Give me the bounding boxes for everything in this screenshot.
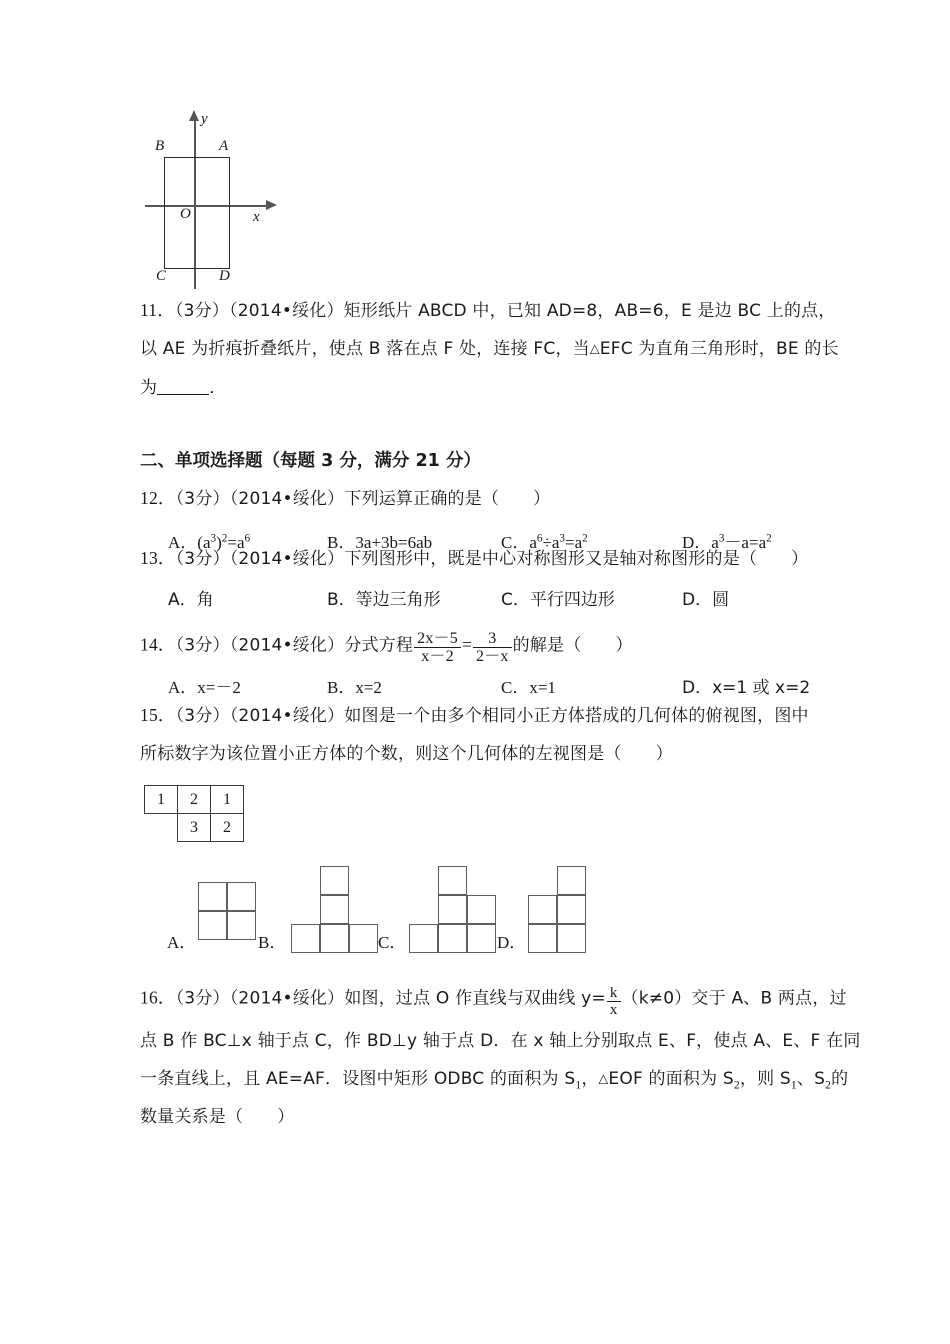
shape-cell xyxy=(291,924,320,953)
figure-rectangle-on-axes xyxy=(140,105,300,295)
question-16-stem-line1b: （k≠0）交于 A、B 两点，过 xyxy=(621,988,847,1009)
question-12-option-d-text: $a^3-a=a^2$ xyxy=(711,532,772,552)
question-12-stem xyxy=(140,490,550,508)
question-16-stem-line2: 点 B 作 BC⊥x 轴于点 C，作 BD⊥y 轴于点 D．在 x 轴上分别取点 E、F，使点 A、E、F 在同 xyxy=(140,1031,861,1051)
question-15-line-1 xyxy=(140,707,809,725)
question-14-option-a-label: A． xyxy=(168,678,198,697)
y-axis-arrow xyxy=(189,110,199,121)
question-14-option-c-text: x=1 xyxy=(529,678,556,697)
equals-sign: = xyxy=(461,634,473,655)
question-15-option-c-shape[interactable] xyxy=(409,866,500,957)
grid-cell-r0c0: 1 xyxy=(145,786,178,814)
question-14-stem-close: ） xyxy=(615,635,633,656)
fraction-left xyxy=(414,630,461,666)
question-16-source: （2014•绥化） xyxy=(229,988,345,1009)
x-axis-label: x xyxy=(253,209,260,225)
shape-cell xyxy=(198,882,227,911)
table-row xyxy=(145,786,244,814)
subscript-s2-repeat: 2 xyxy=(825,1079,832,1092)
top-view-grid xyxy=(144,785,244,842)
fraction-right-denominator: 2－x xyxy=(476,648,509,666)
subscript-s2: 2 xyxy=(733,1079,740,1092)
shape-cell xyxy=(557,866,586,895)
question-16-line-4 xyxy=(140,1108,294,1126)
subscript-s1: 1 xyxy=(575,1079,582,1092)
vertex-label-d: D xyxy=(219,268,230,284)
section-two-heading: 二、单项选择题（每题 3 分，满分 21 分） xyxy=(140,451,481,471)
shape-cell xyxy=(320,895,349,924)
question-14-option-a[interactable] xyxy=(168,673,241,698)
grid-cell-r0c2: 1 xyxy=(211,786,244,814)
question-11-line-1 xyxy=(140,302,836,320)
question-12-option-a-text: $(a^3)^2=a^6$ xyxy=(197,532,251,552)
question-12-stem-text: 下列运算正确的是（ xyxy=(344,489,500,509)
fraction-left-numerator: 2x－5 xyxy=(417,630,458,647)
shape-cell xyxy=(320,866,349,895)
subscript-s1-repeat: 1 xyxy=(790,1079,797,1092)
question-13-option-d[interactable] xyxy=(682,585,729,610)
question-11-period: ． xyxy=(209,378,227,398)
question-13-option-c-text: 平行四边形 xyxy=(529,590,615,610)
fraction-denominator: x xyxy=(609,1002,618,1019)
fraction-left-denominator: x－2 xyxy=(421,648,454,666)
question-12-option-c-label: C． xyxy=(501,533,530,552)
question-15-points: （3分） xyxy=(175,706,230,726)
question-15-stem-line1: 如图是一个由多个相同小正方体搭成的几何体的俯视图，图中 xyxy=(344,706,809,726)
question-11-number: 11． xyxy=(140,300,175,320)
question-16-stem-line3e: 、S xyxy=(796,1069,826,1089)
question-16-points: （3分） xyxy=(175,988,230,1009)
question-11-points: （3分） xyxy=(174,301,230,321)
question-16-stem-line4: 数量关系是（ xyxy=(140,1107,244,1127)
x-axis-arrow xyxy=(266,200,277,210)
grid-cell-r1c0-empty xyxy=(145,814,178,842)
question-15-number: 15． xyxy=(140,705,176,725)
question-16-stem-close: ） xyxy=(277,1107,295,1127)
question-16-stem-line3b: ， xyxy=(581,1069,599,1089)
y-axis-label: y xyxy=(201,111,208,127)
question-13-option-b-label: B． xyxy=(327,590,356,610)
question-14-stem xyxy=(140,630,633,666)
question-11-stem-line2b: EFC 为直角三角形时，BE 的长 xyxy=(599,339,839,359)
vertex-label-a: A xyxy=(219,138,229,154)
question-12-source: （2014•绥化） xyxy=(229,489,345,509)
question-13-option-d-text: 圆 xyxy=(712,590,730,610)
table-row xyxy=(145,814,244,842)
question-13-points: （3分） xyxy=(175,549,230,569)
shape-cell xyxy=(438,866,467,895)
question-11-line-2 xyxy=(140,340,839,358)
shape-cell xyxy=(438,895,467,924)
question-16-stem-line3c: EOF 的面积为 S xyxy=(608,1069,734,1089)
shape-cell xyxy=(227,911,256,940)
question-15-source: （2014•绥化） xyxy=(229,706,345,726)
question-16-line-1 xyxy=(140,985,847,1018)
question-14-number: 14． xyxy=(140,634,176,655)
shape-cell xyxy=(227,882,256,911)
question-14-option-c-label: C． xyxy=(501,678,530,697)
question-13-stem xyxy=(140,550,808,568)
question-14-points: （3分） xyxy=(175,635,230,656)
question-13-option-a-text: 角 xyxy=(196,590,214,610)
question-15-option-d-shape[interactable] xyxy=(528,866,590,957)
question-14-option-c[interactable] xyxy=(501,673,556,698)
question-11-stem-line2a: 以 AE 为折痕折叠纸片，使点 B 落在点 F 处，连接 FC，当 xyxy=(140,339,590,359)
shape-cell xyxy=(528,924,557,953)
question-13-option-b-text: 等边三角形 xyxy=(355,590,441,610)
question-16-line-3 xyxy=(140,1069,849,1092)
origin-label: O xyxy=(180,206,191,222)
rectangle-abcd xyxy=(164,157,230,269)
shape-cell xyxy=(198,911,227,940)
question-15-option-b-shape[interactable] xyxy=(291,866,382,957)
question-14-option-b-text: x=2 xyxy=(355,678,382,697)
question-14-source: （2014•绥化） xyxy=(229,635,345,656)
question-11-stem-line3: 为 xyxy=(140,378,158,398)
fraction-right-numerator: 3 xyxy=(488,630,497,647)
question-12-points: （3分） xyxy=(175,489,230,509)
question-14-option-d-text: x=1 或 x=2 xyxy=(712,678,811,698)
shape-cell xyxy=(528,895,557,924)
shape-cell xyxy=(438,924,467,953)
shape-cell xyxy=(320,924,349,953)
question-15-option-d-label: D． xyxy=(497,933,527,952)
question-15-option-c-label: C． xyxy=(378,933,407,952)
question-13-source: （2014•绥化） xyxy=(229,549,345,569)
question-15-stem-close: ） xyxy=(655,744,673,764)
fraction-numerator: k xyxy=(609,985,618,1001)
question-13-option-b[interactable] xyxy=(327,585,441,610)
shape-cell xyxy=(557,895,586,924)
question-14-option-b-label: B． xyxy=(327,678,356,697)
question-13-stem-text: 下列图形中，既是中心对称图形又是轴对称图形的是（ xyxy=(344,549,758,569)
grid-cell-r0c1: 2 xyxy=(178,786,211,814)
question-11-stem-line1: 矩形纸片 ABCD 中，已知 AD=8，AB=6，E 是边 BC 上的点， xyxy=(343,301,836,321)
question-13-number: 13． xyxy=(140,548,176,568)
question-15-option-b-label: B． xyxy=(258,933,287,952)
shape-cell xyxy=(467,924,496,953)
question-15-option-a-label: A． xyxy=(167,933,197,952)
question-12-option-b-label: B． xyxy=(327,533,356,552)
fraction-k-over-x xyxy=(607,985,621,1018)
shape-cell xyxy=(409,924,438,953)
question-13-option-c-label: C． xyxy=(501,590,530,610)
question-12-option-c-text: $a^6\div a^3=a^2$ xyxy=(529,532,588,552)
triangle-symbol: △ xyxy=(598,1071,609,1086)
question-11-line-3 xyxy=(140,378,226,397)
question-13-option-a[interactable] xyxy=(168,585,214,610)
fraction-right xyxy=(473,630,512,666)
question-13-option-a-label: A． xyxy=(168,590,197,610)
question-13-option-d-label: D． xyxy=(682,590,713,610)
question-14-option-a-text: x=－2 xyxy=(197,678,241,697)
question-16-line-2 xyxy=(140,1032,861,1050)
question-16-stem-line1a: 如图，过点 O 作直线与双曲线 y= xyxy=(344,988,606,1009)
shape-cell xyxy=(467,895,496,924)
question-12-option-b-text: 3a+3b=6ab xyxy=(355,533,433,552)
grid-cell-r1c1: 3 xyxy=(178,814,211,842)
question-14-option-d[interactable] xyxy=(682,673,810,698)
question-13-stem-close: ） xyxy=(791,549,809,569)
vertex-label-b: B xyxy=(155,138,165,154)
vertex-label-c: C xyxy=(156,268,167,284)
triangle-symbol: △ xyxy=(589,341,600,356)
question-11-source: （2014•绥化） xyxy=(229,301,344,321)
question-14-option-b[interactable] xyxy=(327,673,382,698)
question-15-stem-line2: 所标数字为该位置小正方体的个数，则这个几何体的左视图是（ xyxy=(140,744,622,764)
question-15-line-2 xyxy=(140,745,673,763)
shape-cell xyxy=(349,924,378,953)
question-14-option-d-label: D． xyxy=(682,678,713,698)
shape-cell xyxy=(557,924,586,953)
question-12-option-d-label: D． xyxy=(682,533,712,552)
question-16-stem-line3d: ，则 S xyxy=(739,1069,791,1089)
question-14-stem-pre: 分式方程 xyxy=(344,635,414,656)
answer-blank[interactable] xyxy=(157,378,209,395)
question-12-number: 12． xyxy=(140,488,176,508)
question-14-stem-post: 的解是（ xyxy=(512,635,582,656)
question-12-option-a-label: A． xyxy=(168,533,198,552)
question-15-option-a-shape[interactable] xyxy=(198,882,260,944)
grid-cell-r1c2: 2 xyxy=(211,814,244,842)
question-13-option-c[interactable] xyxy=(501,585,615,610)
question-16-stem-line3f: 的 xyxy=(831,1069,849,1089)
question-12-stem-close: ） xyxy=(533,489,551,509)
question-16-number: 16． xyxy=(140,987,176,1008)
question-16-stem-line3a: 一条直线上，且 AE=AF．设图中矩形 ODBC 的面积为 S xyxy=(140,1069,576,1089)
